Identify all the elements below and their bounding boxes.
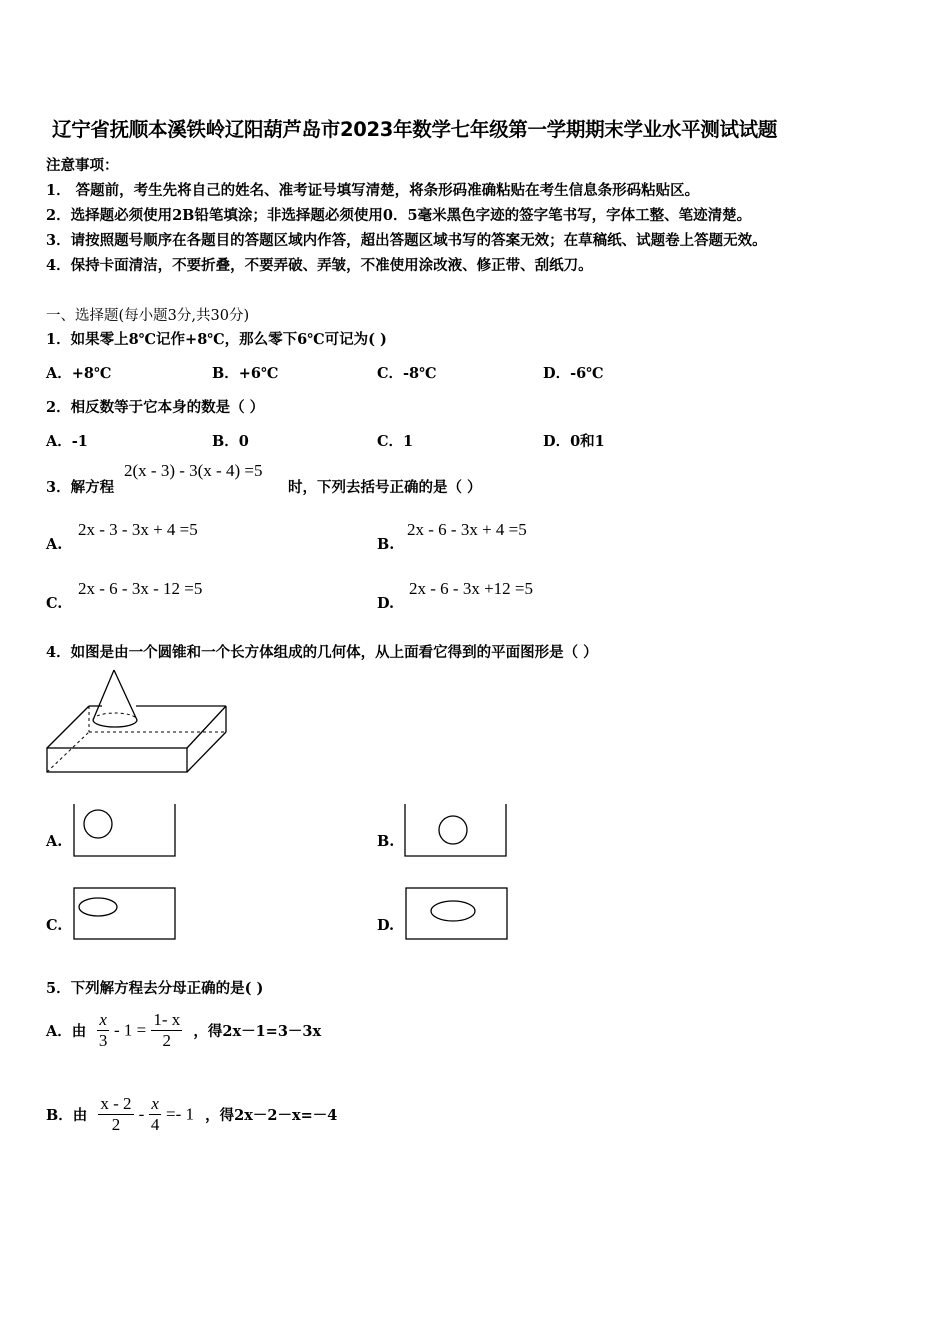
q4-label-c: C. [46,917,63,934]
q5-a-frac2 [151,1010,182,1051]
q1-option-c: C．-8℃ [377,365,437,382]
q5-a-result: ，得2x－1=3－3x [193,1023,322,1040]
q5-b-label: B．由 [46,1107,88,1124]
q5-a-mid: - 1 = [114,1020,147,1040]
q5-b-mid: - [138,1104,145,1124]
q5-option-a [46,1010,321,1051]
q5-b-frac2-num: x [151,1094,159,1113]
q2-option-c: C．1 [377,433,414,450]
notice-item: 3．请按照题号顺序在各题目的答题区域内作答，超出答题区域书写的答案无效；在草稿纸、试题卷上答题无效。 [46,232,767,249]
q5-b-rhs: =- 1 [166,1104,195,1124]
q1-stem: 1．如果零上8℃记作+8℃，那么零下6℃可记为( ) [46,331,387,348]
q5-b-frac2-den: 4 [150,1115,160,1134]
q3-label-d: D. [377,595,395,612]
notice-heading: 注意事项： [46,157,119,174]
q4-label-b: B. [377,833,395,850]
q5-a-label: A．由 [46,1023,87,1040]
q5-a-frac1-den: 3 [98,1031,108,1050]
q4-label-a: A. [46,833,63,850]
q4-stem: 4．如图是由一个圆锥和一个长方体组成的几何体，从上面看它得到的平面图形是（ ） [46,644,598,661]
q2-stem: 2．相反数等于它本身的数是（ ） [46,399,265,416]
q5-b-frac1-den: 2 [111,1115,121,1134]
q5-b-frac1-num: x - 2 [100,1094,132,1113]
q2-option-d: D．0和1 [543,433,605,450]
page-title: 辽宁省抚顺本溪铁岭辽阳葫芦岛市2023年数学七年级第一学期期末学业水平测试试题 [52,118,778,141]
q5-option-b [46,1094,337,1135]
q2-option-a: A．-1 [46,433,88,450]
q3-label-a: A. [46,536,63,553]
q1-option-d: D．-6℃ [543,365,604,382]
cone-cuboid-figure [44,668,234,778]
q3-equation: 2(x - 3) - 3(x - 4) =5 [124,461,263,480]
q5-b-result: ，得2x－2－x=－4 [205,1107,338,1124]
q3-option-d: 2x - 6 - 3x +12 =5 [409,579,533,598]
q4-option-d-figure [405,887,509,941]
q4-option-a-figure [73,804,177,858]
q3-stem-suffix: 时，下列去括号正确的是（ ） [288,479,482,496]
q3-label-c: C. [46,595,63,612]
q5-b-frac1 [98,1094,133,1135]
q5-a-frac1 [97,1010,109,1051]
q5-stem: 5．下列解方程去分母正确的是( ) [46,980,264,997]
notice-item: 1． 答题前，考生先将自己的姓名、准考证号填写清楚，将条形码准确粘贴在考生信息条形码粘贴区。 [46,182,700,199]
q5-b-frac2 [149,1094,161,1135]
q4-option-c-figure [73,887,177,941]
q3-option-c: 2x - 6 - 3x - 12 =5 [78,579,203,598]
q4-label-d: D. [377,917,395,934]
q3-option-b: 2x - 6 - 3x + 4 =5 [407,520,527,539]
q1-option-b: B．+6℃ [212,365,279,382]
q2-option-b: B．0 [212,433,249,450]
q5-a-frac2-num: 1- x [153,1010,181,1029]
q3-stem-prefix: 3．解方程 [46,479,115,496]
q3-label-b: B. [377,536,395,553]
q4-option-b-figure [404,804,508,858]
q3-option-a: 2x - 3 - 3x + 4 =5 [78,520,198,539]
q5-a-frac2-den: 2 [162,1031,172,1050]
notice-item: 4．保持卡面清洁，不要折叠，不要弄破、弄皱，不准使用涂改液、修正带、刮纸刀。 [46,257,593,274]
notice-item: 2．选择题必须使用2B铅笔填涂；非选择题必须使用0．5毫米黑色字迹的签字笔书写，字体工整、笔迹清楚。 [46,207,752,224]
q1-option-a: A．+8℃ [46,365,112,382]
q5-a-frac1-num: x [99,1010,107,1029]
section-heading: 一、选择题(每小题3分,共30分) [46,308,250,324]
